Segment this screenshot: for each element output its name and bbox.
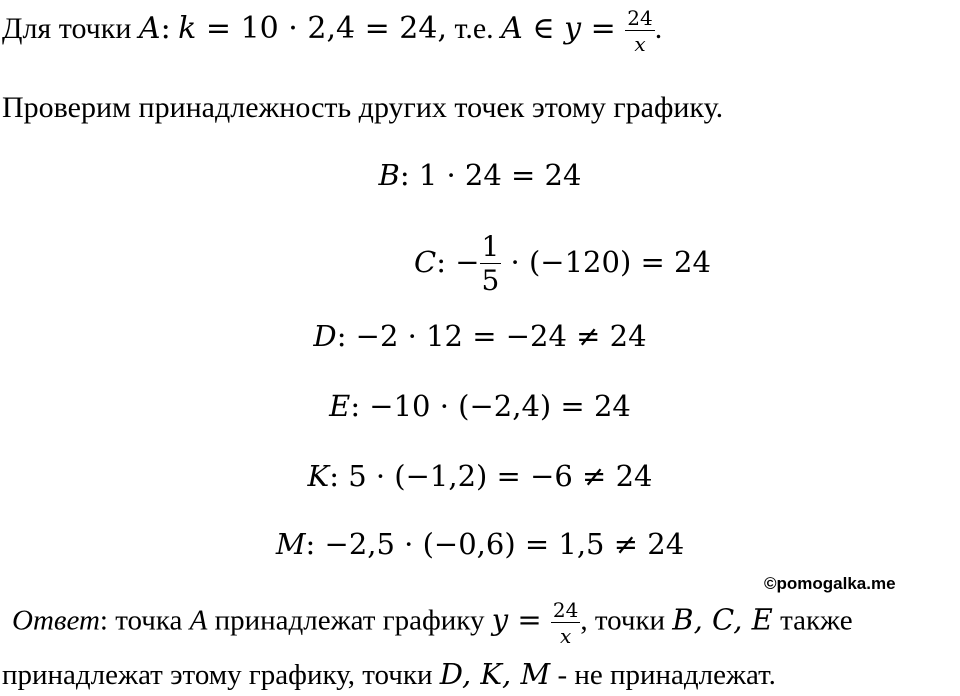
point-k: K <box>307 459 330 493</box>
answer-point-a: A <box>189 604 208 637</box>
k-var: k <box>178 10 197 46</box>
check-b <box>0 157 960 193</box>
fraction-den: x <box>634 32 646 56</box>
intro-dot: . <box>654 11 663 45</box>
intro-colon: : <box>160 10 171 46</box>
answer-label: Ответ <box>12 604 100 637</box>
point-a: A <box>138 10 161 46</box>
answer-t4: также <box>772 604 853 637</box>
eq-symbol: = <box>581 10 626 46</box>
point-m: M <box>275 527 306 561</box>
answer-line-1 <box>12 600 853 646</box>
intro-line <box>2 8 662 54</box>
point-c: C <box>414 245 437 279</box>
check-b-expr: : 1 · 24 = 24 <box>399 158 582 192</box>
fraction-num: 24 <box>627 6 653 30</box>
intro-expr: = 10 · 2,4 = 24, <box>196 10 447 46</box>
check-c-post: · (−120) = 24 <box>501 245 711 279</box>
watermark: ©pomogalka.me <box>764 574 896 593</box>
check-m-expr: : −2,5 · (−0,6) = 1,5 ≠ 24 <box>305 527 685 561</box>
answer-points-1: B, C, E <box>672 602 773 637</box>
fraction-c-den: 5 <box>481 264 500 297</box>
point-a-2: A <box>501 10 523 46</box>
answer-fraction-num: 24 <box>552 598 579 622</box>
point-e: E <box>329 389 351 423</box>
check-e-expr: : −10 · (−2,4) = 24 <box>350 389 631 423</box>
answer-t1: : точка <box>99 604 190 637</box>
check-d-expr: : −2 · 12 = −24 ≠ 24 <box>336 319 647 353</box>
check-c-pre: : − <box>436 245 480 279</box>
answer-t5: принадлежат этому графику, точки <box>2 659 440 691</box>
answer-t6: - не принадлежат. <box>550 659 776 691</box>
point-d: D <box>313 319 337 353</box>
fraction-c-num: 1 <box>481 230 500 263</box>
check-k-expr: : 5 · (−1,2) = −6 ≠ 24 <box>329 459 653 493</box>
fraction-24-x <box>625 8 654 54</box>
answer-fraction-den: x <box>559 624 572 648</box>
check-text-content: Проверим принадлежность других точек этому графику. <box>2 91 724 124</box>
point-b: B <box>378 158 400 192</box>
fraction-1-5 <box>480 230 502 297</box>
check-d <box>0 318 960 354</box>
check-k <box>0 458 960 494</box>
check-m <box>0 526 960 562</box>
y-var: y <box>564 10 582 46</box>
check-e <box>0 388 960 424</box>
answer-y: y <box>491 602 509 637</box>
intro-te: т.е. <box>446 11 502 45</box>
check-c <box>414 222 711 302</box>
answer-points-2: D, K, M <box>439 657 551 691</box>
answer-fraction <box>551 600 580 646</box>
intro-label: Для точки <box>2 11 132 45</box>
answer-t3: , точки <box>580 604 673 637</box>
check-text <box>2 90 723 126</box>
answer-t2: принадлежат графику <box>207 604 492 637</box>
answer-eq: = <box>508 602 551 637</box>
answer-line-2 <box>2 656 776 693</box>
in-symbol: ∈ <box>522 10 565 46</box>
